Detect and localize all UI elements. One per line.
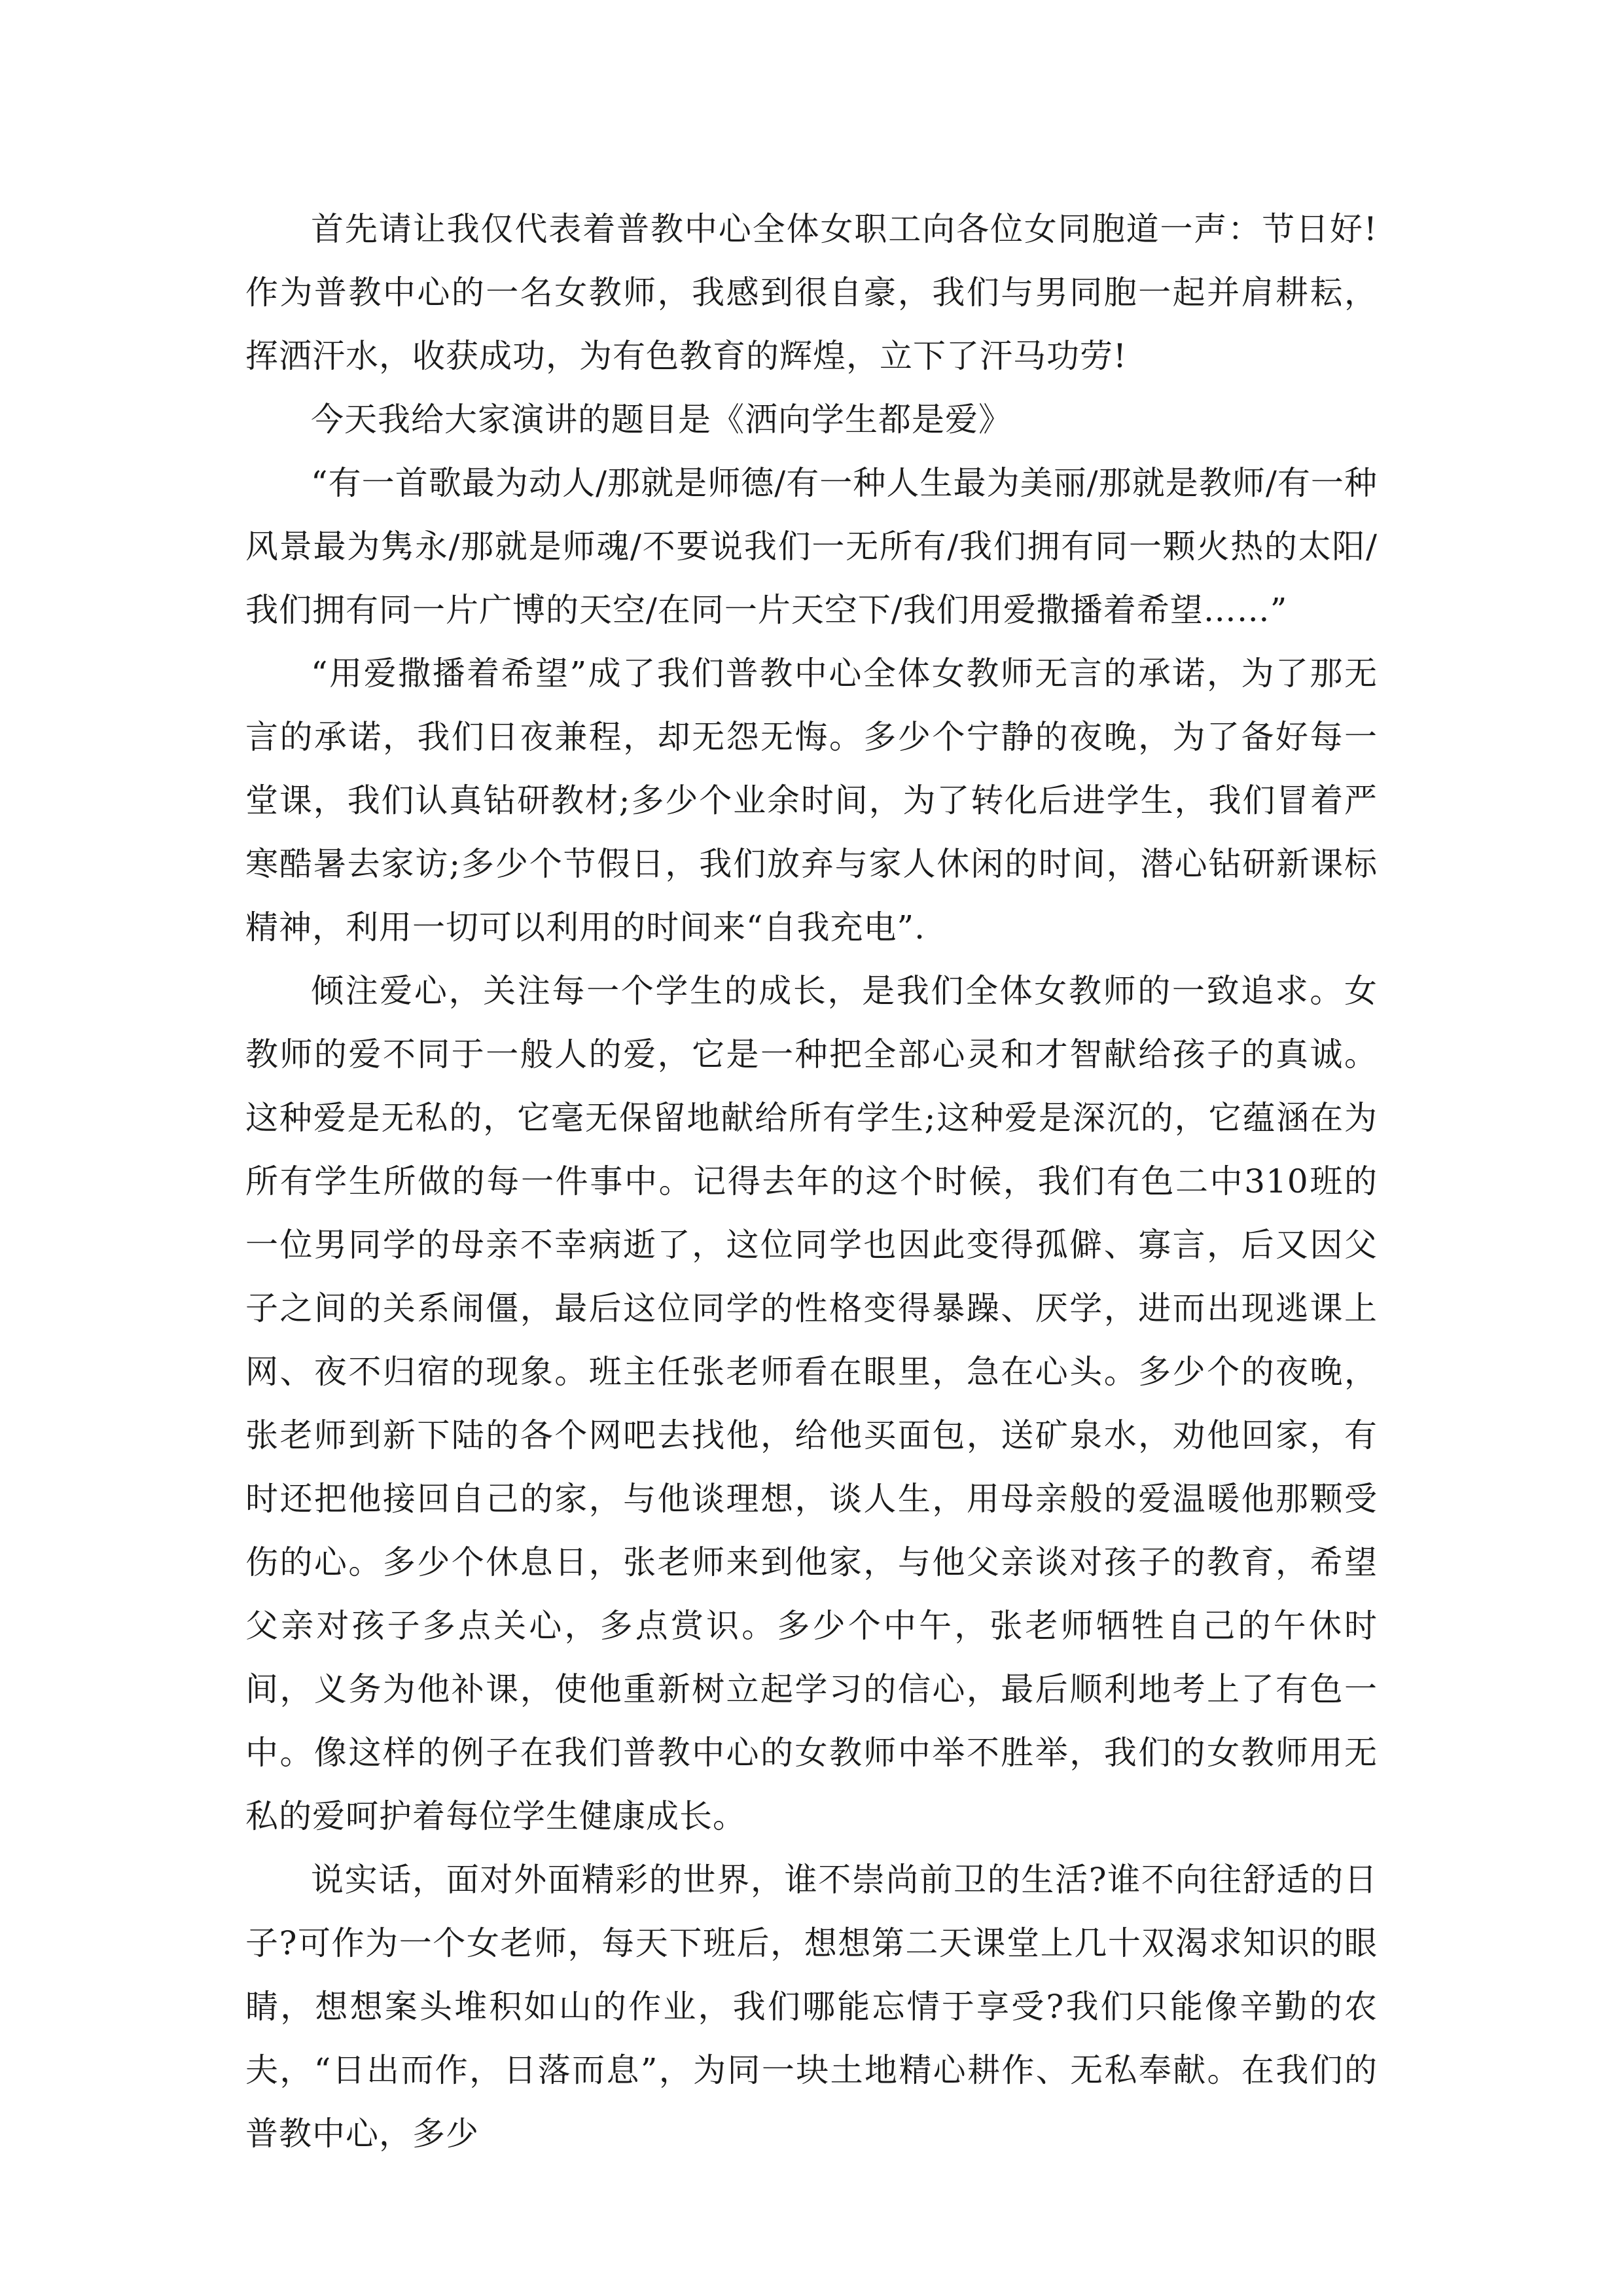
paragraph-care-story: 倾注爱心，关注每一个学生的成长，是我们全体女教师的一致追求。女教师的爱不同于一般人的爱，它是一种把全部心灵和才智献给孩子的真诚。这种爱是无私的，它毫无保留地献给所有学生;这种爱是深沉的，它蕴涵在为所有学生所做的每一件事中。记得去年的这个时候，我们有色二中310班的一位男同学的母亲不幸病逝了，这位同学也因此变得孤僻、寡言，后又因父子之间的关系闹僵，最后这位同学的性格变得暴躁、厌学，进而出现逃课上网、夜不归宿的现象。班主任张老师看在眼里，急在心头。多少个的夜晚，张老师到新下陆的各个网吧去找他，给他买面包，送矿泉水，劝他回家，有时还把他接回自己的家，与他谈理想，谈人生，用母亲般的爱温暖他那颗受伤的心。多少个休息日，张老师来到他家，与他父亲谈对孩子的教育，希望父亲对孩子多点关心，多点赏识。多少个中午，张老师牺牲自己的午休时间，义务为他补课，使他重新树立起学习的信心，最后顺利地考上了有色一中。像这样的例子在我们普教中心的女教师中举不胜举，我们的女教师用无私的爱呵护着每位学生健康成长。 bbox=[245, 972, 1378, 1835]
paragraph-greeting: 首先请让我仅代表着普教中心全体女职工向各位女同胞道一声：节日好!作为普教中心的一名女教师，我感到很自豪，我们与男同胞一起并肩耕耘，挥洒汗水，收获成功，为有色教育的辉煌，立下了汗马功劳! bbox=[245, 210, 1378, 375]
document-body bbox=[245, 198, 1378, 2166]
paragraph-promise: “用爱撒播着希望”成了我们普教中心全体女教师无言的承诺，为了那无言的承诺，我们日夜兼程，却无怨无悔。多少个宁静的夜晚，为了备好每一堂课，我们认真钻研教材;多少个业余时间，为了转化后进学生，我们冒着严寒酷暑去家访;多少个节假日，我们放弃与家人休闲的时间，潜心钻研新课标精神，利用一切可以利用的时间来“自我充电”. bbox=[245, 655, 1378, 946]
paragraph-speech-title: 今天我给大家演讲的题目是《洒向学生都是爱》 bbox=[311, 401, 1012, 439]
paragraph-poem-quote: “有一首歌最为动人/那就是师德/有一种人生最为美丽/那就是教师/有一种风景最为隽永/那就是师魂/不要说我们一无所有/我们拥有同一颗火热的太阳/我们拥有同一片广博的天空/在同一片天空下/我们用爱撒播着希望……” bbox=[245, 464, 1378, 629]
paragraph-dedication: 说实话，面对外面精彩的世界，谁不崇尚前卫的生活?谁不向往舒适的日子?可作为一个女老师，每天下班后，想想第二天课堂上几十双渴求知识的眼睛，想想案头堆积如山的作业，我们哪能忘情于享受?我们只能像辛勤的农夫，“日出而作，日落而息”，为同一块土地精心耕作、无私奉献。在我们的普教中心，多少 bbox=[245, 1861, 1378, 2153]
